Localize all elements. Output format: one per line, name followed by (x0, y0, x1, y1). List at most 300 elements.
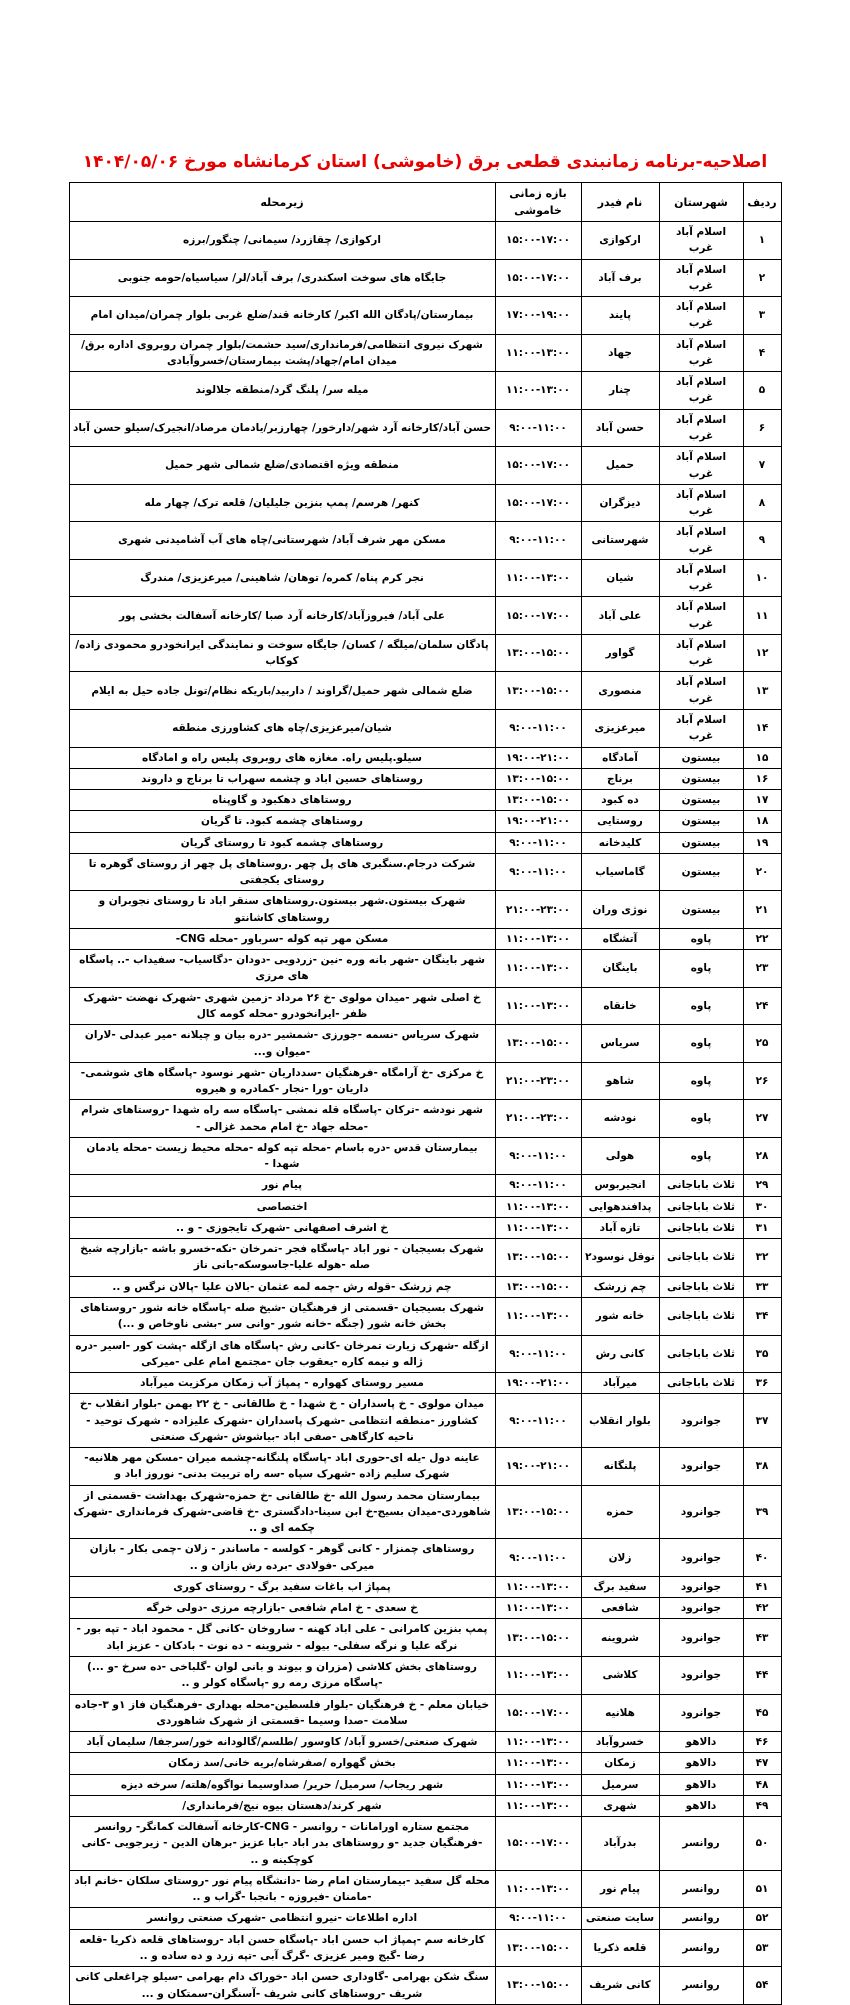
table-row (69, 1753, 781, 1774)
table-row (69, 334, 781, 372)
cell-county: دالاهو (659, 1795, 743, 1816)
cell-subarea: روستاهای بخش کلاشی (مزران و بیوند و بانی لوان -گلباخی -ده سرخ -و ...) -پاسگاه مرزی رمه رو -پاسگاه کولر و .. (69, 1657, 495, 1695)
column-header-subarea: زیرمحله (69, 183, 495, 222)
cell-time-range: ۱۹:۰۰-۲۱:۰۰ (495, 747, 581, 768)
cell-row-number: ۴۸ (743, 1774, 781, 1795)
cell-county: جوانرود (659, 1539, 743, 1577)
cell-county: ثلاث باباجانی (659, 1335, 743, 1373)
cell-subarea: شهرک نیروی انتظامی/فرمانداری/سید حشمت/بلوار چمران روبروی اداره برق/میدان امام/جهاد/پشت بیمارستان/خسروآبادی (69, 334, 495, 372)
cell-row-number: ۵۲ (743, 1908, 781, 1929)
cell-feeder: حسن آباد (581, 409, 659, 447)
table-row (69, 1025, 781, 1063)
cell-subarea: ضلع شمالی شهر حمیل/گراوند / داربید/باریکه نظام/تونل جاده حیل به ایلام (69, 672, 495, 710)
cell-row-number: ۳۹ (743, 1485, 781, 1539)
table-row (69, 1297, 781, 1335)
cell-county: دالاهو (659, 1732, 743, 1753)
cell-time-range: ۱۱:۰۰-۱۳:۰۰ (495, 1297, 581, 1335)
cell-subarea: مسکن مهر شرف آباد/ شهرستانی/چاه های آب آشامیدنی شهری (69, 522, 495, 560)
cell-feeder: میرآباد (581, 1373, 659, 1394)
cell-time-range: ۹:۰۰-۱۱:۰۰ (495, 710, 581, 748)
cell-county: پاوه (659, 928, 743, 949)
cell-feeder: زمکان (581, 1753, 659, 1774)
cell-subarea: شهر نودشه -ترکان -پاسگاه قله نمشی -پاسگاه سه راه شهدا -روستاهای شرام -محله جهاد -خ امام محمد غزالی - (69, 1100, 495, 1138)
cell-row-number: ۴۵ (743, 1694, 781, 1732)
cell-feeder: آمادگاه (581, 747, 659, 768)
cell-row-number: ۲۲ (743, 928, 781, 949)
table-row (69, 790, 781, 811)
cell-feeder: سفید برگ (581, 1576, 659, 1597)
cell-subarea: میله سر/ پلنگ گرد/منطقه جلالوند (69, 372, 495, 410)
cell-subarea: اداره اطلاعات -نیرو انتظامی -شهرک صنعتی روانسر (69, 1908, 495, 1929)
table-row (69, 447, 781, 485)
cell-row-number: ۱۵ (743, 747, 781, 768)
cell-time-range: ۱۱:۰۰-۱۳:۰۰ (495, 1196, 581, 1217)
page-title: اصلاحیه-برنامه زمانبندی قطعی برق (خاموشی) استان کرمانشاه مورخ ۱۴۰۴/۰۵/۰۶ (82, 152, 768, 172)
cell-row-number: ۹ (743, 522, 781, 560)
cell-subarea: شهر ریجاب/ سرمیل/ حریر/ صداوسیما نواگوه/هلته/ سرخه دیزه (69, 1774, 495, 1795)
cell-subarea: خیابان معلم - خ فرهنگیان -بلوار فلسطین-محله بهداری -فرهنگیان فاز ۱و ۳-جاده سلامت -صدا وسیما -قسمتی از شهرک شاهوردی (69, 1694, 495, 1732)
cell-subarea: شهرک صنعتی/خسرو آباد/ کاوسور /طلسم/گالودانه خور/سرجفا/ سلیمان آباد (69, 1732, 495, 1753)
cell-feeder: ارکوازی (581, 222, 659, 260)
cell-subarea: شیان/میرعزیزی/چاه های کشاورزی منطقه (69, 710, 495, 748)
cell-row-number: ۱۰ (743, 559, 781, 597)
table-row (69, 1276, 781, 1297)
cell-time-range: ۱۳:۰۰-۱۵:۰۰ (495, 1619, 581, 1657)
cell-time-range: ۱۱:۰۰-۱۳:۰۰ (495, 950, 581, 988)
cell-time-range: ۱۳:۰۰-۱۵:۰۰ (495, 1929, 581, 1967)
cell-time-range: ۱۱:۰۰-۱۳:۰۰ (495, 1598, 581, 1619)
cell-time-range: ۱۵:۰۰-۱۷:۰۰ (495, 484, 581, 522)
cell-row-number: ۳۰ (743, 1196, 781, 1217)
cell-county: جوانرود (659, 1598, 743, 1619)
cell-county: اسلام آباد غرب (659, 334, 743, 372)
table-row (69, 1137, 781, 1175)
cell-time-range: ۱۱:۰۰-۱۳:۰۰ (495, 1795, 581, 1816)
cell-row-number: ۳۴ (743, 1297, 781, 1335)
cell-row-number: ۷ (743, 447, 781, 485)
cell-county: بیستون (659, 832, 743, 853)
table-row (69, 372, 781, 410)
cell-feeder: شافعی (581, 1598, 659, 1619)
table-row (69, 634, 781, 672)
cell-row-number: ۴۰ (743, 1539, 781, 1577)
cell-county: پاوه (659, 1025, 743, 1063)
cell-subarea: خ مرکزی -خ آرامگاه -فرهنگیان -سدداریان -شهر نوسود -پاسگاه های شوشمی-داریان -ورا -نجار -کمادره و هیروه (69, 1062, 495, 1100)
header-row (69, 183, 781, 222)
table-row (69, 1657, 781, 1695)
cell-feeder: شهرستانی (581, 522, 659, 560)
cell-time-range: ۱۵:۰۰-۱۷:۰۰ (495, 259, 581, 297)
cell-row-number: ۲۷ (743, 1100, 781, 1138)
cell-time-range: ۹:۰۰-۱۱:۰۰ (495, 1908, 581, 1929)
cell-county: اسلام آباد غرب (659, 484, 743, 522)
cell-time-range: ۱۱:۰۰-۱۳:۰۰ (495, 559, 581, 597)
cell-county: اسلام آباد غرب (659, 522, 743, 560)
table-row (69, 522, 781, 560)
table-row (69, 891, 781, 929)
cell-county: اسلام آباد غرب (659, 634, 743, 672)
cell-feeder: منصوری (581, 672, 659, 710)
cell-time-range: ۹:۰۰-۱۱:۰۰ (495, 409, 581, 447)
cell-feeder: باینگان (581, 950, 659, 988)
cell-subarea: میدان مولوی - خ پاسداران - خ شهدا - خ طالقانی - خ ۲۲ بهمن -بلوار انقلاب -خ کشاورز -منطقه انتظامی -شهرک پاسداران -شهرک علیزاده - شهرک توحید - ناحیه کارگاهی -صفی اباد -بیاشوش -شهرک صنعتی (69, 1394, 495, 1448)
cell-feeder: آتشگاه (581, 928, 659, 949)
cell-feeder: خسروآباد (581, 1732, 659, 1753)
cell-time-range: ۱۱:۰۰-۱۳:۰۰ (495, 928, 581, 949)
cell-subarea: روستاهای چشمه کبود تا روستای گریان (69, 832, 495, 853)
cell-feeder: زلان (581, 1539, 659, 1577)
cell-feeder: گاماسیاب (581, 853, 659, 891)
table-row (69, 1598, 781, 1619)
cell-row-number: ۲۱ (743, 891, 781, 929)
cell-feeder: شیان (581, 559, 659, 597)
cell-feeder: تازه آباد (581, 1217, 659, 1238)
cell-time-range: ۱۱:۰۰-۱۳:۰۰ (495, 1732, 581, 1753)
cell-county: پاوه (659, 1062, 743, 1100)
table-row (69, 832, 781, 853)
cell-county: جوانرود (659, 1576, 743, 1597)
cell-county: اسلام آباد غرب (659, 409, 743, 447)
cell-time-range: ۱۱:۰۰-۱۳:۰۰ (495, 1753, 581, 1774)
table-row (69, 1576, 781, 1597)
cell-feeder: نوژی وران (581, 891, 659, 929)
table-row (69, 1196, 781, 1217)
cell-time-range: ۱۵:۰۰-۱۷:۰۰ (495, 597, 581, 635)
cell-feeder: کلیدخانه (581, 832, 659, 853)
cell-row-number: ۳۸ (743, 1448, 781, 1486)
cell-county: ثلاث باباجانی (659, 1217, 743, 1238)
cell-subarea: سنگ شکن بهرامی -گاوداری حسن اباد -خوراک دام بهرامی -سیلو چراغعلی کانی شریف -روستاهای کانی شریف -آسنگران-سمتکان و ... (69, 1967, 495, 2005)
cell-county: اسلام آباد غرب (659, 372, 743, 410)
table-row (69, 222, 781, 260)
cell-subarea: علی آباد/ فیروزآباد/کارخانه آرد صبا /کارخانه آسفالت بخشی پور (69, 597, 495, 635)
cell-time-range: ۱۵:۰۰-۱۷:۰۰ (495, 1817, 581, 1871)
table-row (69, 1239, 781, 1277)
cell-subarea: جایگاه های سوخت اسکندری/ برف آباد/لر/ سیاسیاه/حومه جنوبی (69, 259, 495, 297)
cell-county: دالاهو (659, 1774, 743, 1795)
cell-subarea: حسن آباد/کارخانه آرد شهر/دارخور/ چهارزبر/یادمان مرصاد/انجیرک/سیلو حسن آباد (69, 409, 495, 447)
cell-subarea: کارخانه سم -پمپاژ اب حسن اباد -پاسگاه حسن اباد -روستاهای قلعه ذکریا -قلعه رضا -گیج ومیر عزیزی -گرگ آبی -تپه زرد و ده ساده و .. (69, 1929, 495, 1967)
cell-subarea: پیام نور (69, 1175, 495, 1196)
cell-feeder: چم زرشک (581, 1276, 659, 1297)
table-row (69, 672, 781, 710)
cell-time-range: ۲۱:۰۰-۲۳:۰۰ (495, 891, 581, 929)
cell-feeder: انجیربوس (581, 1175, 659, 1196)
cell-row-number: ۲۹ (743, 1175, 781, 1196)
cell-row-number: ۱۴ (743, 710, 781, 748)
cell-county: ثلاث باباجانی (659, 1239, 743, 1277)
cell-time-range: ۱۹:۰۰-۲۱:۰۰ (495, 1448, 581, 1486)
cell-feeder: چنار (581, 372, 659, 410)
cell-subarea: شهرک بسیجیان -قسمتی از فرهنگیان -شیخ صله -پاسگاه خانه شور -روستاهای بخش خانه شور (جنگه -خانه شور -وانی سر -بشی ناوخاص و ...) (69, 1297, 495, 1335)
cell-row-number: ۲۴ (743, 987, 781, 1025)
cell-subarea: اختصاصی (69, 1196, 495, 1217)
cell-time-range: ۱۳:۰۰-۱۵:۰۰ (495, 672, 581, 710)
cell-county: اسلام آباد غرب (659, 297, 743, 335)
outage-schedule-table (69, 182, 782, 2005)
cell-county: جوانرود (659, 1448, 743, 1486)
cell-feeder: هولی (581, 1137, 659, 1175)
cell-subarea: عاینه دول -یله ای-حوری اباد -پاسگاه پلنگانه-چشمه میران -مسکن مهر هلانیه-شهرک سلیم زاده -شهرک سپاه -سه راه تربیت بدنی- نوروز اباد و (69, 1448, 495, 1486)
cell-time-range: ۹:۰۰-۱۱:۰۰ (495, 522, 581, 560)
cell-subarea: شرکت درجام.سنگبری های پل چهر .روستاهای پل چهر از روستای گوهره تا روستای یکجفتی (69, 853, 495, 891)
cell-feeder: میرعزیزی (581, 710, 659, 748)
cell-time-range: ۱۵:۰۰-۱۷:۰۰ (495, 222, 581, 260)
cell-row-number: ۱ (743, 222, 781, 260)
cell-subarea: بیمارستان محمد رسول الله -خ طالقانی -خ حمزه-شهرک بهداشت -قسمتی از شاهوردی-میدان بسیج-خ ابن سینا-دادگستری -خ قاضی-شهرک فرمانداری -شهرک چکمه ای و .. (69, 1485, 495, 1539)
cell-time-range: ۱۱:۰۰-۱۳:۰۰ (495, 987, 581, 1025)
cell-county: پاوه (659, 1100, 743, 1138)
cell-feeder: پایند (581, 297, 659, 335)
table-row (69, 484, 781, 522)
cell-subarea: مسکن مهر تپه کوله -سرباور -محله CNG- (69, 928, 495, 949)
cell-time-range: ۱۷:۰۰-۱۹:۰۰ (495, 297, 581, 335)
cell-feeder: علی آباد (581, 597, 659, 635)
cell-county: اسلام آباد غرب (659, 672, 743, 710)
cell-county: اسلام آباد غرب (659, 259, 743, 297)
cell-time-range: ۹:۰۰-۱۱:۰۰ (495, 1175, 581, 1196)
cell-subarea: بیمارستان قدس -دره باسام -محله تپه کوله -محله محیط زیست -محله یادمان شهدا - (69, 1137, 495, 1175)
cell-time-range: ۱۹:۰۰-۲۱:۰۰ (495, 811, 581, 832)
cell-subarea: شهرک بیستون.شهر بیستون.روستاهای سنقر اباد تا روستای نجوبران و روستاهای کاشانتو (69, 891, 495, 929)
table-body (69, 222, 781, 2005)
cell-subarea: پادگان سلمان/میلگه / کسان/ جایگاه سوخت و نمایندگی ایرانخودرو محمودی زاده/کوکاب (69, 634, 495, 672)
table-row (69, 928, 781, 949)
cell-row-number: ۸ (743, 484, 781, 522)
cell-subarea: منطقه ویژه اقتصادی/ضلع شمالی شهر حمیل (69, 447, 495, 485)
table-row (69, 1967, 781, 2005)
cell-feeder: کلاشی (581, 1657, 659, 1695)
cell-county: بیستون (659, 811, 743, 832)
cell-subarea: چم زرشک -قوله رش -چمه لمه عثمان -بالان علیا -پالان نرگس و .. (69, 1276, 495, 1297)
cell-row-number: ۳۲ (743, 1239, 781, 1277)
table-row (69, 1817, 781, 1871)
cell-time-range: ۱۱:۰۰-۱۳:۰۰ (495, 1576, 581, 1597)
cell-row-number: ۴ (743, 334, 781, 372)
cell-county: دالاهو (659, 1753, 743, 1774)
cell-county: روانسر (659, 1817, 743, 1871)
cell-feeder: گواور (581, 634, 659, 672)
cell-feeder: پدافندهوایی (581, 1196, 659, 1217)
cell-row-number: ۲ (743, 259, 781, 297)
table-row (69, 1217, 781, 1238)
table-row (69, 1619, 781, 1657)
cell-row-number: ۱۸ (743, 811, 781, 832)
cell-feeder: ده کبود (581, 790, 659, 811)
cell-feeder: جهاد (581, 334, 659, 372)
table-row (69, 853, 781, 891)
cell-county: ثلاث باباجانی (659, 1196, 743, 1217)
cell-subarea: شهر کرند/دهستان بیوه نیج/فرمانداری/ (69, 1795, 495, 1816)
cell-subarea: سیلو.پلیس راه. مغازه های روبروی پلیس راه و امادگاه (69, 747, 495, 768)
cell-county: جوانرود (659, 1694, 743, 1732)
cell-row-number: ۲۵ (743, 1025, 781, 1063)
cell-county: ثلاث باباجانی (659, 1373, 743, 1394)
cell-time-range: ۱۹:۰۰-۲۱:۰۰ (495, 1373, 581, 1394)
table-row (69, 1694, 781, 1732)
table-row (69, 1373, 781, 1394)
table-row (69, 1175, 781, 1196)
cell-row-number: ۵۰ (743, 1817, 781, 1871)
cell-feeder: بلوار انقلاب (581, 1394, 659, 1448)
cell-row-number: ۳۱ (743, 1217, 781, 1238)
table-row (69, 559, 781, 597)
cell-time-range: ۹:۰۰-۱۱:۰۰ (495, 1539, 581, 1577)
cell-county: ثلاث باباجانی (659, 1276, 743, 1297)
cell-row-number: ۲۰ (743, 853, 781, 891)
cell-feeder: شروینه (581, 1619, 659, 1657)
cell-feeder: سایت صنعتی (581, 1908, 659, 1929)
table-row (69, 1448, 781, 1486)
cell-subarea: پمپاژ اب باغات سفید برگ - روستای کوری (69, 1576, 495, 1597)
cell-feeder: سریاس (581, 1025, 659, 1063)
table-row (69, 1870, 781, 1908)
cell-feeder: برناج (581, 768, 659, 789)
cell-subarea: روستاهای حسین اباد و چشمه سهراب تا برناج و داروند (69, 768, 495, 789)
cell-county: جوانرود (659, 1394, 743, 1448)
cell-row-number: ۲۳ (743, 950, 781, 988)
cell-feeder: کانی شریف (581, 1967, 659, 2005)
cell-row-number: ۳ (743, 297, 781, 335)
cell-feeder: سرمیل (581, 1774, 659, 1795)
cell-time-range: ۱۳:۰۰-۱۵:۰۰ (495, 1239, 581, 1277)
cell-county: جوانرود (659, 1619, 743, 1657)
table-row (69, 950, 781, 988)
cell-feeder: برف آباد (581, 259, 659, 297)
cell-feeder: دیزگران (581, 484, 659, 522)
cell-subarea: بخش گهواره /صفرشاه/بریه خانی/سد زمکان (69, 1753, 495, 1774)
cell-county: روانسر (659, 1908, 743, 1929)
cell-row-number: ۵۴ (743, 1967, 781, 2005)
table-row (69, 1335, 781, 1373)
table-row (69, 1485, 781, 1539)
cell-county: پاوه (659, 950, 743, 988)
cell-row-number: ۱۶ (743, 768, 781, 789)
cell-time-range: ۱۳:۰۰-۱۵:۰۰ (495, 1276, 581, 1297)
cell-subarea: ارکوازی/ چقازرد/ سیمانی/ چنگور/برزه (69, 222, 495, 260)
cell-feeder: نوقل نوسود۲ (581, 1239, 659, 1277)
cell-county: جوانرود (659, 1485, 743, 1539)
cell-county: ثلاث باباجانی (659, 1175, 743, 1196)
column-header-row-number: ردیف (743, 183, 781, 222)
cell-feeder: کانی رش (581, 1335, 659, 1373)
cell-time-range: ۱۳:۰۰-۱۵:۰۰ (495, 634, 581, 672)
cell-row-number: ۴۹ (743, 1795, 781, 1816)
cell-feeder: روستایی (581, 811, 659, 832)
cell-subarea: روستاهای چشمه کبود. تا گریان (69, 811, 495, 832)
cell-subarea: پمپ بنزین کامرانی - علی اباد کهنه - ساروخان -کانی گل - محمود اباد - تپه بور - نرگه علیا و نرگه سفلی- بیوله - شروینه - ده نوت - بادکان - عزیز اباد (69, 1619, 495, 1657)
cell-row-number: ۴۲ (743, 1598, 781, 1619)
cell-county: روانسر (659, 1967, 743, 2005)
table-row (69, 1539, 781, 1577)
cell-subarea: شهرک بسیجیان - نور اباد -پاسگاه فجر -تمرخان -نکه-خسرو باشه -بازارچه شیخ صله -هوله علیا-جاسوسکه-بانی ناز (69, 1239, 495, 1277)
column-header-county: شهرستان (659, 183, 743, 222)
cell-row-number: ۵ (743, 372, 781, 410)
cell-subarea: محله گل سفید -بیمارستان امام رضا -دانشگاه پیام نور -روستای سلکان -خانم اباد -مامنان -فیروزه - بانجبا -گراب و .. (69, 1870, 495, 1908)
cell-row-number: ۴۱ (743, 1576, 781, 1597)
cell-subarea: روستاهای دهکبود و گاوپناه (69, 790, 495, 811)
cell-row-number: ۲۶ (743, 1062, 781, 1100)
cell-time-range: ۹:۰۰-۱۱:۰۰ (495, 832, 581, 853)
cell-feeder: حمزه (581, 1485, 659, 1539)
table-row (69, 747, 781, 768)
column-header-time-range: بازه زمانی خاموشی (495, 183, 581, 222)
cell-subarea: شهرک سریاس -نسمه -جورزی -شمشیر -دره بیان و چیلانه -میر عبدلی -لاران -میوان و... (69, 1025, 495, 1063)
cell-time-range: ۱۱:۰۰-۱۳:۰۰ (495, 1217, 581, 1238)
table-row (69, 1908, 781, 1929)
cell-subarea: خ سعدی - خ امام شافعی -بازارچه مرزی -دولی خرگه (69, 1598, 495, 1619)
table-row (69, 597, 781, 635)
cell-subarea: مسیر روستای کهواره - پمپاژ آب زمکان مرکزیت میرآباد (69, 1373, 495, 1394)
cell-subarea: خ اشرف اصفهانی -شهرک تایجوزی - و .. (69, 1217, 495, 1238)
cell-time-range: ۹:۰۰-۱۱:۰۰ (495, 1137, 581, 1175)
table-row (69, 409, 781, 447)
cell-row-number: ۱۱ (743, 597, 781, 635)
cell-time-range: ۹:۰۰-۱۱:۰۰ (495, 1394, 581, 1448)
cell-row-number: ۳۳ (743, 1276, 781, 1297)
cell-county: پاوه (659, 987, 743, 1025)
table-row (69, 1062, 781, 1100)
table-row (69, 1929, 781, 1967)
cell-row-number: ۱۷ (743, 790, 781, 811)
cell-time-range: ۱۵:۰۰-۱۷:۰۰ (495, 447, 581, 485)
table-row (69, 1774, 781, 1795)
cell-county: اسلام آباد غرب (659, 559, 743, 597)
cell-row-number: ۱۲ (743, 634, 781, 672)
cell-county: جوانرود (659, 1657, 743, 1695)
cell-row-number: ۴۴ (743, 1657, 781, 1695)
column-header-feeder: نام فیدر (581, 183, 659, 222)
cell-feeder: بدرآباد (581, 1817, 659, 1871)
cell-feeder: پلنگانه (581, 1448, 659, 1486)
table-row (69, 1100, 781, 1138)
table-row (69, 1795, 781, 1816)
cell-time-range: ۱۱:۰۰-۱۳:۰۰ (495, 334, 581, 372)
cell-subarea: روستاهای چمنزار - کانی گوهر - کولسه - ماساندر - زلان -چمی بکار - بازان میرکی -فولادی -برده رش بازان و .. (69, 1539, 495, 1577)
cell-row-number: ۴۶ (743, 1732, 781, 1753)
cell-time-range: ۲۱:۰۰-۲۳:۰۰ (495, 1062, 581, 1100)
cell-county: روانسر (659, 1870, 743, 1908)
table-row (69, 259, 781, 297)
cell-county: اسلام آباد غرب (659, 597, 743, 635)
cell-county: روانسر (659, 1929, 743, 1967)
cell-subarea: بیمارستان/پادگان الله اکبر/ کارخانه قند/ضلع غربی بلوار چمران/میدان امام (69, 297, 495, 335)
cell-feeder: خانه شور (581, 1297, 659, 1335)
cell-subarea: شهر باینگان -شهر بانه وره -نین -زردویی -دودان -دگاسیاب- سفیداب -.. پاسگاه های مرزی (69, 950, 495, 988)
cell-time-range: ۹:۰۰-۱۱:۰۰ (495, 1335, 581, 1373)
cell-time-range: ۱۱:۰۰-۱۳:۰۰ (495, 1774, 581, 1795)
cell-feeder: شهری (581, 1795, 659, 1816)
cell-time-range: ۱۳:۰۰-۱۵:۰۰ (495, 1025, 581, 1063)
cell-time-range: ۱۳:۰۰-۱۵:۰۰ (495, 1485, 581, 1539)
cell-row-number: ۳۷ (743, 1394, 781, 1448)
cell-time-range: ۲۱:۰۰-۲۳:۰۰ (495, 1100, 581, 1138)
cell-feeder: هلانیه (581, 1694, 659, 1732)
cell-feeder: پیام نور (581, 1870, 659, 1908)
cell-county: اسلام آباد غرب (659, 222, 743, 260)
cell-county: اسلام آباد غرب (659, 447, 743, 485)
cell-feeder: نودشه (581, 1100, 659, 1138)
cell-county: پاوه (659, 1137, 743, 1175)
table-row (69, 297, 781, 335)
cell-time-range: ۱۳:۰۰-۱۵:۰۰ (495, 1967, 581, 2005)
cell-row-number: ۵۱ (743, 1870, 781, 1908)
cell-time-range: ۹:۰۰-۱۱:۰۰ (495, 853, 581, 891)
table-row (69, 987, 781, 1025)
cell-subarea: نجر کرم پناه/ کمره/ توهان/ شاهینی/ میرعزیزی/ مندرگ (69, 559, 495, 597)
cell-feeder: حمیل (581, 447, 659, 485)
cell-row-number: ۶ (743, 409, 781, 447)
